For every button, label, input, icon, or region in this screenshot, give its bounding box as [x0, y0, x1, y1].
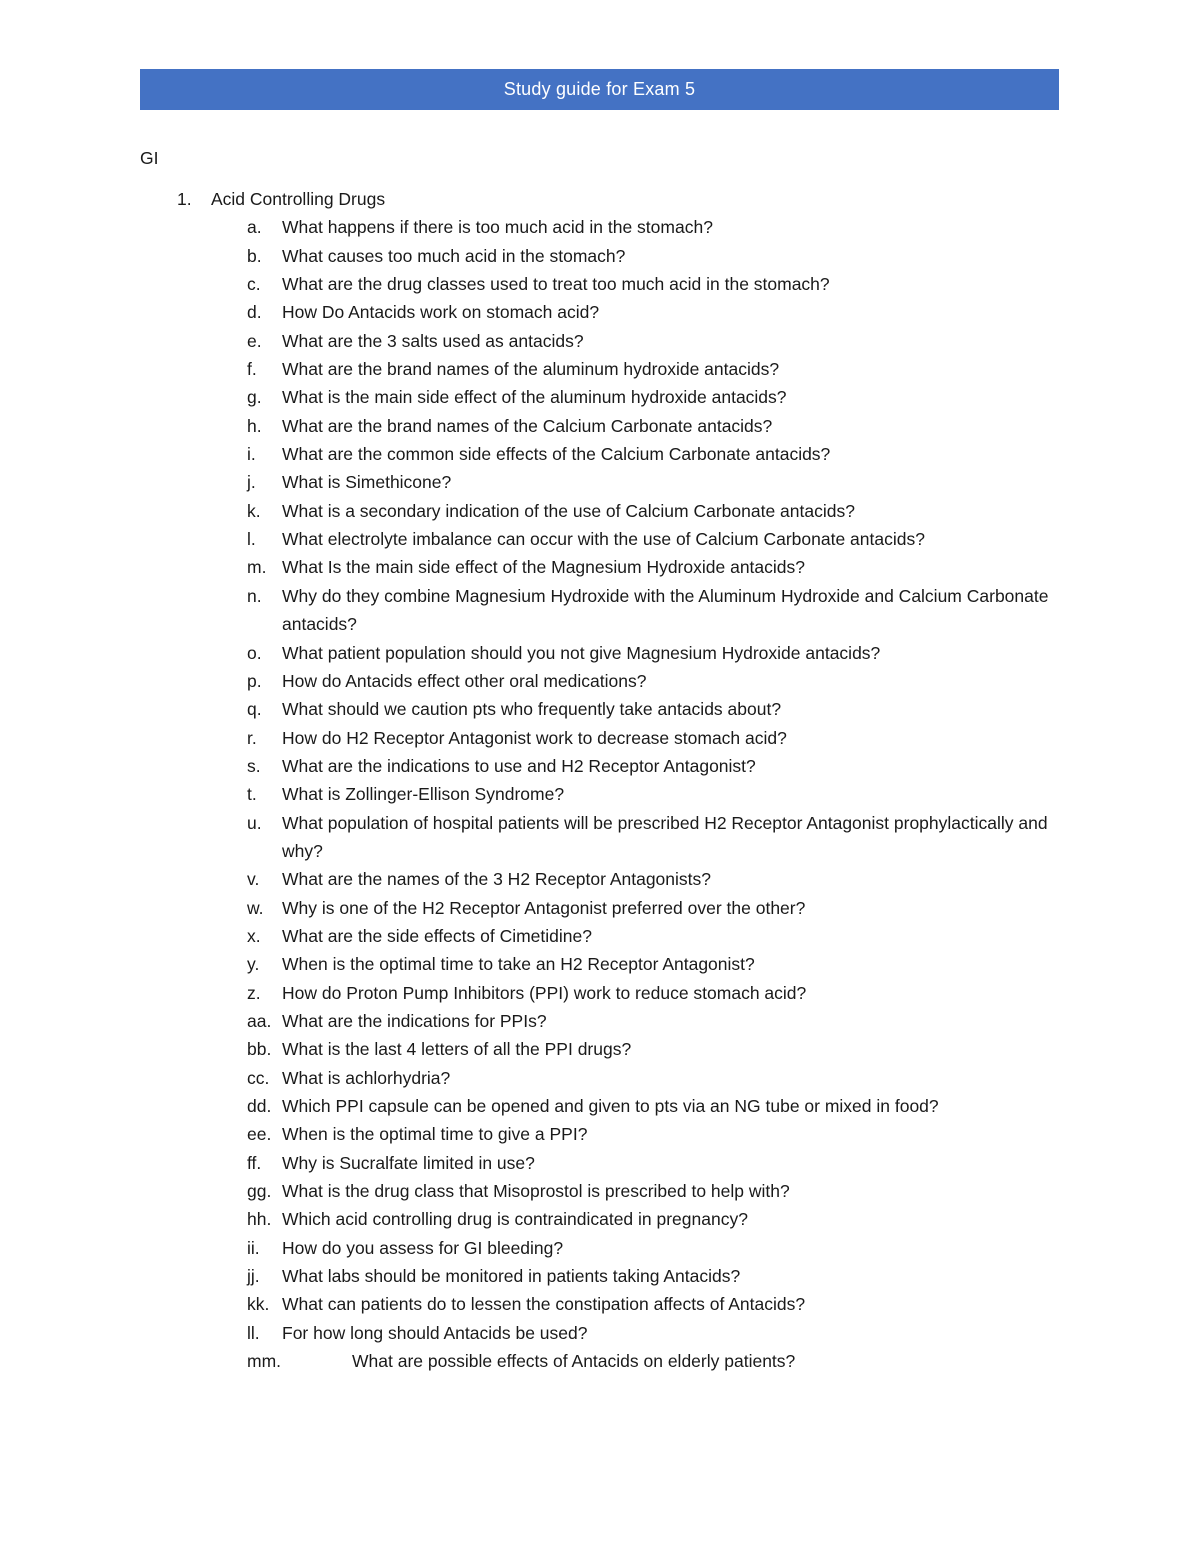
question-text: What is a secondary indication of the use of Calcium Carbonate antacids? [282, 500, 855, 521]
question-list [140, 213, 1070, 1375]
question-marker: i. [247, 444, 256, 465]
question-text: Which PPI capsule can be opened and given to pts via an NG tube or mixed in food? [282, 1096, 939, 1116]
question-marker: w. [247, 897, 264, 918]
question-text: What Is the main side effect of the Magnesium Hydroxide antacids? [282, 557, 806, 578]
main-list-item [140, 185, 1070, 1375]
question-text: What are the brand names of the aluminum hydroxide antacids? [282, 359, 780, 380]
question-marker: u. [247, 812, 262, 833]
question-item [140, 383, 1070, 411]
question-item [140, 1205, 1070, 1233]
question-marker: h. [247, 415, 262, 436]
question-marker: j. [247, 472, 256, 493]
question-text: What labs should be monitored in patients taking Antacids? [282, 1266, 741, 1287]
question-text: What are the 3 salts used as antacids? [282, 330, 584, 351]
question-marker: n. [247, 585, 262, 606]
main-item-label: Acid Controlling Drugs [211, 189, 386, 209]
question-item [140, 440, 1070, 468]
question-item [140, 1120, 1070, 1148]
question-item [140, 1262, 1070, 1290]
question-item [140, 1092, 1070, 1120]
section-heading: GI [140, 148, 159, 168]
question-item [140, 1149, 1070, 1177]
question-text: Why do they combine Magnesium Hydroxide with the Aluminum Hydroxide and Calcium Carbonate antacids? [282, 585, 1049, 635]
question-marker: y. [247, 954, 260, 975]
question-marker: ii. [247, 1237, 260, 1258]
question-item [140, 1035, 1070, 1063]
question-text: Why is Sucralfate limited in use? [282, 1152, 535, 1173]
question-item [140, 809, 1070, 866]
question-text: Why is one of the H2 Receptor Antagonist preferred over the other? [282, 897, 806, 918]
question-text: When is the optimal time to take an H2 Receptor Antagonist? [282, 954, 755, 975]
question-item [140, 270, 1070, 298]
question-marker: x. [247, 925, 261, 946]
question-item [140, 213, 1070, 241]
question-marker: cc. [247, 1067, 270, 1088]
question-text: What electrolyte imbalance can occur with the use of Calcium Carbonate antacids? [282, 529, 925, 550]
question-item [140, 780, 1070, 808]
question-text: How do H2 Receptor Antagonist work to decrease stomach acid? [282, 727, 787, 748]
question-marker: ee. [247, 1124, 272, 1145]
question-item [140, 1234, 1070, 1262]
question-marker: dd. [247, 1096, 272, 1116]
question-item [140, 497, 1070, 525]
question-item [140, 355, 1070, 383]
question-marker: a. [247, 217, 262, 238]
question-text: What is the last 4 letters of all the PPI drugs? [282, 1039, 632, 1060]
question-item [140, 582, 1070, 639]
question-text: What can patients do to lessen the constipation affects of Antacids? [282, 1294, 806, 1315]
question-marker: r. [247, 727, 257, 748]
question-text: What is the main side effect of the aluminum hydroxide antacids? [282, 387, 787, 408]
question-text: What are the brand names of the Calcium Carbonate antacids? [282, 415, 773, 436]
question-item [140, 1319, 1070, 1347]
question-text: What is Simethicone? [282, 472, 452, 493]
question-text: How do Antacids effect other oral medications? [282, 670, 647, 691]
question-marker: c. [247, 274, 261, 295]
question-text: What are the common side effects of the Calcium Carbonate antacids? [282, 444, 831, 465]
question-marker: k. [247, 500, 261, 521]
question-marker: hh. [247, 1209, 272, 1230]
question-marker: e. [247, 330, 262, 351]
main-item-number: 1. [177, 189, 192, 209]
question-item [140, 525, 1070, 553]
question-item [140, 1347, 1070, 1375]
question-marker: p. [247, 670, 262, 691]
question-text: How do you assess for GI bleeding? [282, 1237, 564, 1258]
question-marker: g. [247, 387, 262, 408]
question-item [140, 667, 1070, 695]
document-title-bar [140, 69, 1059, 110]
question-text: What are the side effects of Cimetidine? [282, 925, 592, 946]
question-item [140, 894, 1070, 922]
question-item [140, 639, 1070, 667]
question-item [140, 1290, 1070, 1318]
question-marker: ll. [247, 1322, 260, 1343]
question-text: What are the indications to use and H2 Receptor Antagonist? [282, 755, 756, 776]
question-marker: t. [247, 784, 257, 805]
question-marker: mm. [247, 1351, 282, 1372]
question-marker: b. [247, 245, 262, 266]
question-text: What population of hospital patients will be prescribed H2 Receptor Antagonist prophylactically and why? [282, 812, 1048, 861]
question-marker: d. [247, 302, 262, 323]
question-item [140, 950, 1070, 978]
question-marker: bb. [247, 1039, 272, 1060]
question-item [140, 1177, 1070, 1205]
question-item [140, 865, 1070, 893]
question-marker: m. [247, 557, 267, 578]
question-text: What patient population should you not give Magnesium Hydroxide antacids? [282, 642, 881, 663]
question-item [140, 752, 1070, 780]
question-text: How Do Antacids work on stomach acid? [282, 302, 600, 323]
question-text: What happens if there is too much acid in the stomach? [282, 217, 713, 238]
question-text: What is Zollinger-Ellison Syndrome? [282, 784, 565, 805]
question-item [140, 327, 1070, 355]
question-item [140, 1064, 1070, 1092]
question-text: What is the drug class that Misoprostol is prescribed to help with? [282, 1181, 790, 1202]
question-text: How do Proton Pump Inhibitors (PPI) work to reduce stomach acid? [282, 982, 807, 1003]
question-item [140, 468, 1070, 496]
question-marker: kk. [247, 1294, 270, 1315]
question-item [140, 298, 1070, 326]
question-marker: s. [247, 755, 261, 776]
question-marker: v. [247, 869, 260, 890]
question-marker: f. [247, 359, 257, 380]
question-text: What are the names of the 3 H2 Receptor Antagonists? [282, 869, 711, 890]
question-item [140, 242, 1070, 270]
question-item [140, 922, 1070, 950]
outline-list [140, 185, 1070, 1375]
question-marker: z. [247, 982, 261, 1003]
question-text: When is the optimal time to give a PPI? [282, 1124, 588, 1145]
question-item [140, 724, 1070, 752]
document-title: Study guide for Exam 5 [503, 79, 696, 99]
question-text: What are the indications for PPIs? [282, 1010, 547, 1031]
question-item [140, 695, 1070, 723]
question-text: Which acid controlling drug is contraindicated in pregnancy? [282, 1209, 748, 1230]
question-marker: aa. [247, 1010, 272, 1031]
question-marker: ff. [247, 1152, 262, 1173]
question-marker: o. [247, 642, 262, 663]
question-text: What should we caution pts who frequently take antacids about? [282, 699, 782, 720]
question-marker: gg. [247, 1181, 272, 1202]
question-item [140, 979, 1070, 1007]
question-marker: l. [247, 529, 256, 550]
question-text: What are the drug classes used to treat too much acid in the stomach? [282, 274, 830, 295]
question-text: What is achlorhydria? [282, 1067, 451, 1088]
question-item [140, 1007, 1070, 1035]
question-marker: jj. [247, 1266, 260, 1287]
question-item [140, 412, 1070, 440]
question-marker: q. [247, 699, 262, 720]
question-text: What causes too much acid in the stomach? [282, 245, 626, 266]
question-text: For how long should Antacids be used? [282, 1322, 588, 1343]
question-item [140, 553, 1070, 581]
question-text: What are possible effects of Antacids on elderly patients? [352, 1351, 796, 1372]
